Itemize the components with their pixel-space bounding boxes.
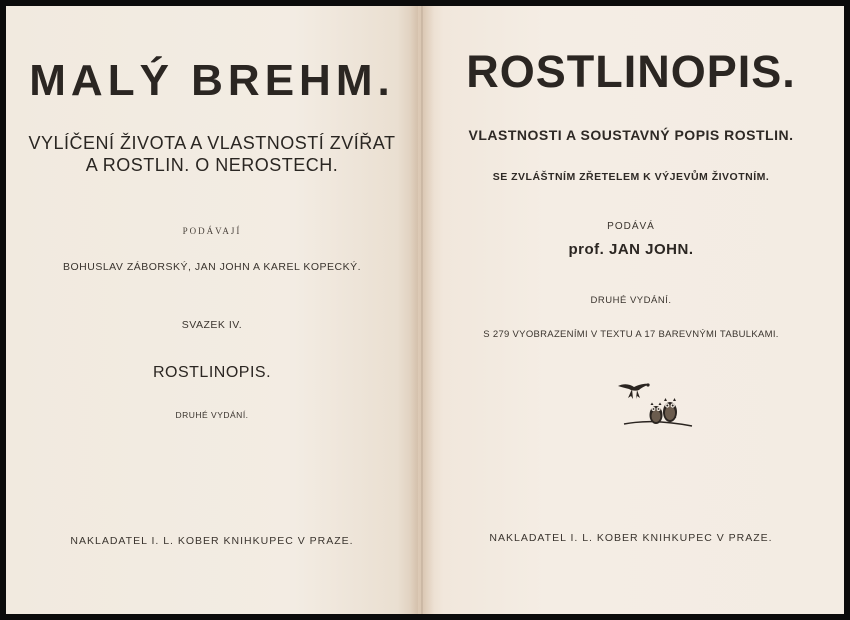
left-page-title: MALÝ BREHM. xyxy=(29,56,395,105)
right-page xyxy=(418,6,844,614)
right-page-title: ROSTLINOPIS. xyxy=(466,46,796,97)
left-page-podavaji: PODÁVAJÍ xyxy=(182,226,242,236)
left-page-volume: SVAZEK IV. xyxy=(181,319,243,331)
left-page-edition: DRUHÉ VYDÁNÍ. xyxy=(175,410,249,420)
left-page-volume-title: ROSTLINOPIS. xyxy=(152,364,272,381)
left-page-authors: BOHUSLAV ZÁBORSKÝ, JAN JOHN A KAREL KOPECKÝ. xyxy=(63,261,361,273)
left-page-subtitle-line2: A ROSTLIN. O NEROSTECH. xyxy=(85,155,339,175)
left-page-subtitle-line1: VYLÍČENÍ ŽIVOTA A VLASTNOSTÍ ZVÍŘAT xyxy=(28,133,396,153)
right-page-illustrations: S 279 VYOBRAZENÍMI V TEXTU A 17 BAREVNÝMI TABULKAMI. xyxy=(483,329,779,340)
right-page-publisher: NAKLADATEL I. L. KOBER KNIHKUPEC V PRAZE. xyxy=(489,532,773,544)
right-page-author: prof. JAN JOHN. xyxy=(568,241,694,258)
book-spread xyxy=(6,6,844,614)
right-page-podava: PODÁVÁ xyxy=(607,221,655,232)
owl-emblem-icon xyxy=(610,374,706,434)
right-page-subtitle: VLASTNOSTI A SOUSTAVNÝ POPIS ROSTLIN. xyxy=(468,127,794,143)
right-page-subtitle2: SE ZVLÁŠTNÍM ZŘETELEM K VÝJEVŮM ŽIVOTNÍM. xyxy=(492,171,770,183)
left-page-publisher: NAKLADATEL I. L. KOBER KNIHKUPEC V PRAZE. xyxy=(70,535,354,547)
left-page xyxy=(6,6,418,614)
right-page-edition: DRUHÉ VYDÁNÍ. xyxy=(590,295,672,306)
